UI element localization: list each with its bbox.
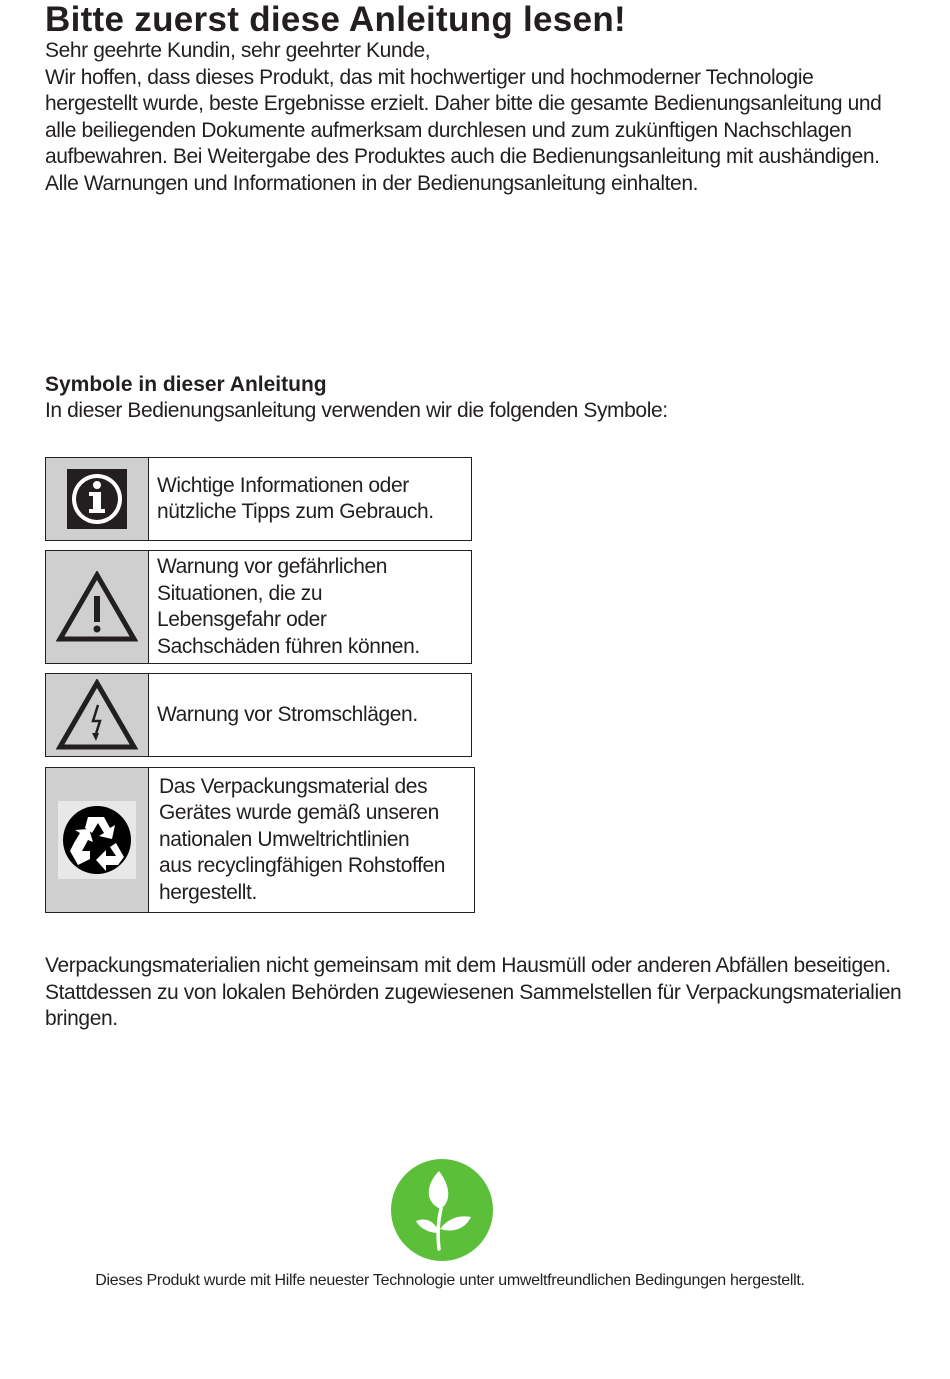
symbol-text-warning: Warnung vor gefährlichen Situationen, die zu Lebensgefahr oder Sachschäden führen können. <box>157 555 420 658</box>
info-icon <box>46 458 149 540</box>
warning-icon <box>46 551 149 663</box>
page-title: Bitte zuerst diese Anleitung lesen! <box>45 0 626 39</box>
symbol-row-electric <box>45 673 472 757</box>
intro-body: Wir hoffen, dass dieses Produkt, das mit hochwertiger und hochmoderner Technologie hergestellt wurde, beste Ergebnisse erzielt. Daher bitte die gesamte Bedienungsanleitung und alle beiliegenden Dokumente aufmerksam durchlesen und zum zukünftigen Nachschlagen aufbewahren. Bei Weitergabe des Produktes auch die Bedienungsanleitung mit aushändigen. Alle Warnungen und Informationen in der Bedienungsanleitung einhalten. <box>45 65 882 195</box>
electric-shock-icon <box>46 674 149 756</box>
symbol-text-recycling: Das Verpackungsmaterial des Gerätes wurde gemäß unseren nationalen Umweltrichtlinien aus recyclingfähigen Rohstoffen hergestellt. <box>159 774 446 904</box>
intro-greeting: Sehr geehrte Kundin, sehr geehrter Kunde, <box>45 39 431 62</box>
symbols-intro: In dieser Bedienungsanleitung verwenden wir die folgenden Symbole: <box>45 399 668 422</box>
waste-notice: Verpackungsmaterialien nicht gemeinsam mit dem Hausmüll oder anderen Abfällen beseitigen. Stattdessen zu von lokalen Behörden zugewiesenen Sammelstellen für Verpackungsmaterialien bringen. <box>45 954 902 1030</box>
symbol-row-recycling <box>45 767 475 913</box>
symbol-text-electric: Warnung vor Stromschlägen. <box>157 702 418 726</box>
symbol-row-info <box>45 457 472 541</box>
intro-section <box>45 38 895 197</box>
symbols-heading: Symbole in dieser Anleitung <box>45 373 327 396</box>
symbol-text-info: Wichtige Informationen oder nützliche Tipps zum Gebrauch. <box>157 473 434 523</box>
leaf-icon <box>391 1159 493 1261</box>
eco-statement: Dieses Produkt wurde mit Hilfe neuester Technologie unter umweltfreundlichen Bedingungen hergestellt. <box>95 1272 805 1289</box>
recycling-icon <box>46 768 149 912</box>
symbol-row-warning <box>45 550 472 664</box>
